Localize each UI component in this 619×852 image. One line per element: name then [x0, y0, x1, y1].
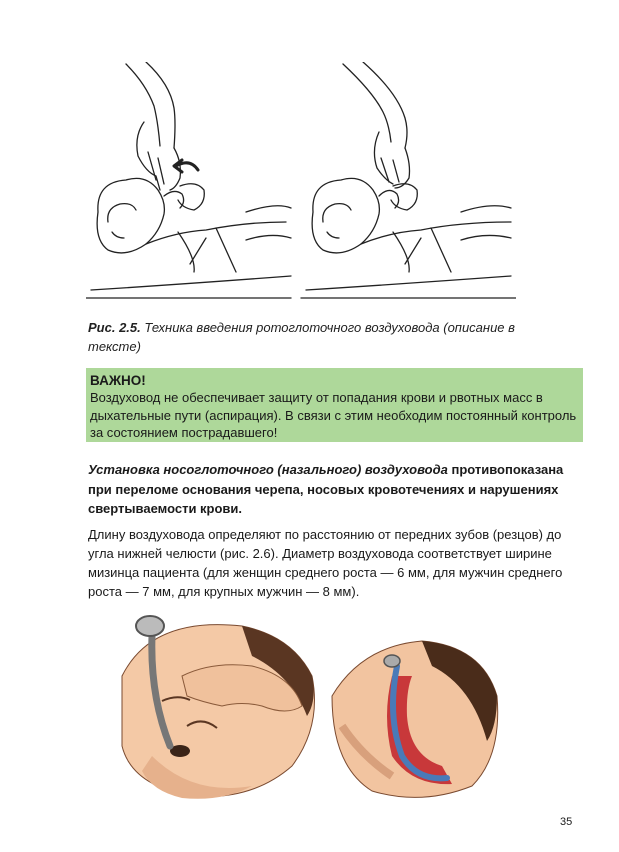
caption-text: Техника введения ротоглоточного воздуховода (описание в тексте) — [88, 320, 515, 354]
nasal-airway-illustration — [92, 606, 512, 806]
paragraph-text: противопоказана при переломе основания черепа, носовых кровотечениях и нарушениях свертываемости крови. — [88, 462, 564, 516]
figure-caption — [88, 318, 528, 356]
right-panel-drawing — [301, 62, 516, 298]
page-number: 35 — [560, 816, 573, 828]
important-heading: ВАЖНО! — [90, 373, 146, 388]
nasal-airway-section-drawing — [332, 641, 498, 797]
airway-insertion-illustration — [86, 62, 516, 312]
caption-number: Рис. 2.5. — [88, 320, 141, 335]
important-body: Воздуховод не обеспечивает защиту от попадания крови и рвотных масс в дыхательные пути (аспирация). В связи с этим необходим постоянный контроль за состоянием пострадавшего! — [90, 390, 577, 440]
nasal-airway-measure-drawing — [122, 616, 315, 799]
paragraph-lead: Установка носоглоточного (назального) воздуховода — [88, 462, 448, 477]
left-panel-drawing — [86, 62, 291, 298]
contraindication-paragraph — [88, 460, 568, 519]
length-paragraph: Длину воздуховода определяют по расстоянию от передних зубов (резцов) до угла нижней челюсти (рис. 2.6). Диаметр воздуховода соответствует ширине мизинца пациента (для женщин среднего роста — 6 мм, для мужчин среднего роста — 7 мм, для крупных мужчин — 8 мм). — [88, 527, 563, 599]
important-callout — [86, 368, 583, 442]
